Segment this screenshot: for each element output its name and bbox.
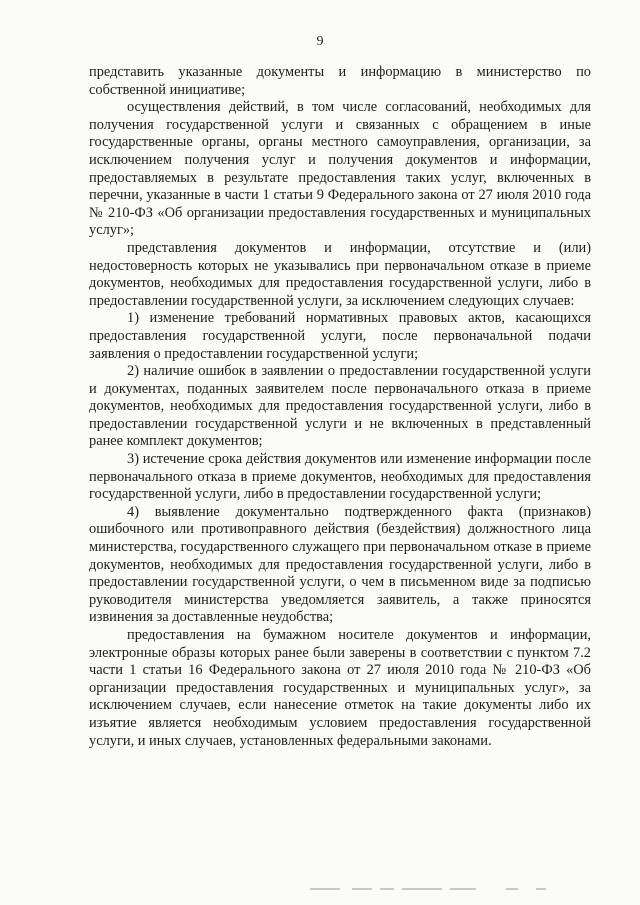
paragraph: 3) истечение срока действия документов или изменение информации после первоначального отказа в приеме документов, необходимых для предоставления государственной услуги, либо в предоставлении государственной услуги; <box>89 451 591 503</box>
document-body <box>89 64 591 750</box>
paragraph: 1) изменение требований нормативных правовых актов, касающихся предоставления государственной услуги, после первоначальной подачи заявления о предоставлении государственной услуги; <box>89 310 591 362</box>
paragraph: представить указанные документы и информацию в министерство по собственной инициативе; <box>89 64 591 98</box>
paragraph: предоставления на бумажном носителе документов и информации, электронные образы которых ранее были заверены в соответствии с пунктом 7.2 части 1 статьи 16 Федерального закона от 27 июля 2010 года № 210-ФЗ «Об организации предоставления государственных и муниципальных услуг», за исключением случаев, если нанесение отметок на такие документы либо их изъятие является необходимым условием предоставления государственной услуги, и иных случаев, установленных федеральными законами. <box>89 627 591 749</box>
scan-artifact <box>310 888 550 892</box>
paragraph: осуществления действий, в том числе согласований, необходимых для получения государственной услуги и связанных с обращением в иные государственные органы, органы местного самоуправления, организации, за исключением получения услуг и получения документов и информации, предоставляемых в результате предоставления таких услуг, включенных в перечни, указанные в части 1 статьи 9 Федерального закона от 27 июля 2010 года № 210-ФЗ «Об организации предоставления государственных и муниципальных услуг»; <box>89 99 591 239</box>
paragraph: 2) наличие ошибок в заявлении о предоставлении государственной услуги и документах, поданных заявителем после первоначального отказа в приеме документов, необходимых для предоставления государственной услуги, либо в предоставлении государственной услуги и не включенных в представленный ранее комплект документов; <box>89 363 591 450</box>
page-number: 9 <box>316 34 324 49</box>
paragraph: 4) выявление документально подтвержденного факта (признаков) ошибочного или противоправного действия (бездействия) должностного лица министерства, государственного служащего при первоначальном отказе в приеме документов, необходимых для предоставления государственной услуги, либо в предоставлении государственной услуги, о чем в письменном виде за подписью руководителя министерства уведомляется заявитель, а также приносятся извинения за доставленные неудобства; <box>89 503 591 626</box>
paragraph: представления документов и информации, отсутствие и (или) недостоверность которых не указывались при первоначальном отказе в приеме документов, необходимых для предоставления государственной услуги, либо в предоставлении государственной услуги, за исключением следующих случаев: <box>89 239 591 309</box>
